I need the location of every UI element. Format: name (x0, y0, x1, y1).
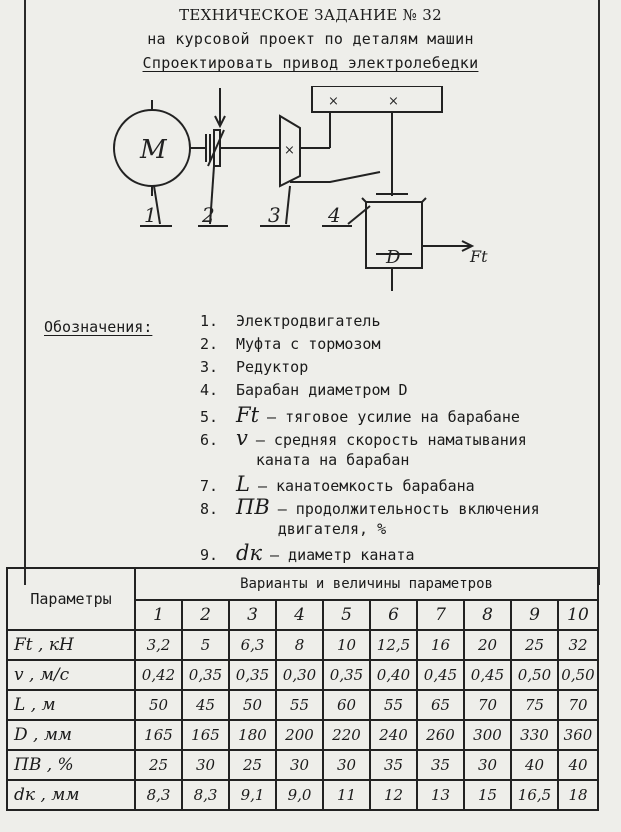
table-cell: 40 (511, 750, 558, 780)
table-cell: 8 (276, 630, 323, 660)
legend-item-number: 1. (200, 312, 219, 330)
legend-item (200, 357, 610, 380)
task-text: Спроектировать привод электролебедки (142, 54, 479, 72)
table-cell: 6,3 (229, 630, 276, 660)
legend-item (200, 380, 610, 403)
table-cell: 20 (464, 630, 511, 660)
table-cell: 5 (182, 630, 229, 660)
drum-diameter-label: D (386, 247, 401, 268)
table-cell: 11 (323, 780, 370, 810)
parameter-label: Ft , кН (7, 630, 135, 660)
table-cell: 260 (417, 720, 464, 750)
legend-item (200, 541, 610, 564)
left-margin-line (24, 0, 26, 585)
legend-item (200, 472, 610, 495)
table-cell: 60 (323, 690, 370, 720)
legend-item-text: Муфта с тормозом (236, 335, 381, 353)
parameters-header: Параметры (7, 568, 135, 630)
legend-item-symbol: ПВ (236, 495, 270, 519)
legend-item-symbol: v (236, 426, 248, 450)
table-cell: 50 (229, 690, 276, 720)
parameters-table (6, 567, 599, 811)
legend-item (200, 426, 610, 472)
table-cell: 9,0 (276, 780, 323, 810)
table-row (7, 660, 598, 690)
callout-1: 1 (144, 203, 157, 227)
table-cell: 165 (135, 720, 182, 750)
table-cell: 25 (135, 750, 182, 780)
parameter-label: dк , мм (7, 780, 135, 810)
table-cell: 25 (511, 630, 558, 660)
document-title: ТЕХНИЧЕСКОЕ ЗАДАНИЕ № 32 (179, 6, 442, 24)
table-cell: 50 (135, 690, 182, 720)
reducer-housing-line (290, 172, 380, 182)
table-cell: 0,35 (323, 660, 370, 690)
legend-title: Обозначения: (44, 318, 153, 336)
variant-number-10: 10 (558, 600, 598, 630)
table-cell: 16,5 (511, 780, 558, 810)
table-cell: 30 (276, 750, 323, 780)
table-cell: 70 (558, 690, 598, 720)
stage-cross-2: × (388, 94, 399, 109)
variant-number-6: 6 (370, 600, 417, 630)
parameter-label: ПВ , % (7, 750, 135, 780)
legend-item-text: – канатоемкость барабана (257, 477, 475, 495)
variant-number-7: 7 (417, 600, 464, 630)
table-cell: 30 (182, 750, 229, 780)
task-line (0, 54, 621, 72)
table-cell: 75 (511, 690, 558, 720)
table-cell: 180 (229, 720, 276, 750)
table-cell: 55 (276, 690, 323, 720)
legend-item-text: – средняя скорость наматывания каната на барабан (255, 431, 527, 469)
reducer-symbol (280, 86, 442, 196)
table-cell: 200 (276, 720, 323, 750)
bevel-cross: × (284, 143, 295, 158)
table-cell: 65 (417, 690, 464, 720)
legend-item-symbol: dк (236, 541, 262, 565)
table-cell: 8,3 (182, 780, 229, 810)
table-cell: 35 (370, 750, 417, 780)
table-cell: 0,35 (182, 660, 229, 690)
motor-symbol (114, 100, 202, 196)
table-cell: 45 (182, 690, 229, 720)
table-cell: 9,1 (229, 780, 276, 810)
table-cell: 30 (323, 750, 370, 780)
variant-number-1: 1 (135, 600, 182, 630)
legend-item (200, 403, 610, 426)
table-cell: 13 (417, 780, 464, 810)
variant-number-3: 3 (229, 600, 276, 630)
motor-letter: М (140, 135, 167, 165)
legend-item (200, 495, 610, 541)
legend-item-number: 8. (200, 500, 219, 518)
callout-4: 4 (328, 203, 341, 227)
table-cell: 0,30 (276, 660, 323, 690)
table-cell: 330 (511, 720, 558, 750)
table-row (7, 750, 598, 780)
legend-item-number: 7. (200, 477, 219, 495)
table-cell: 0,50 (511, 660, 558, 690)
drum-symbol (362, 194, 488, 291)
table-cell: 55 (370, 690, 417, 720)
legend-item-text: – продолжительность включения двигателя, % (277, 500, 540, 538)
table-cell: 16 (417, 630, 464, 660)
variant-number-9: 9 (511, 600, 558, 630)
winch-drive-kinematic-diagram (90, 86, 510, 301)
table-cell: 12,5 (370, 630, 417, 660)
variant-number-8: 8 (464, 600, 511, 630)
table-cell: 12 (370, 780, 417, 810)
parameter-label: D , мм (7, 720, 135, 750)
legend-item-number: 9. (200, 546, 219, 564)
table-cell: 240 (370, 720, 417, 750)
table-cell: 0,35 (229, 660, 276, 690)
legend-item-number: 6. (200, 431, 219, 449)
table-cell: 15 (464, 780, 511, 810)
table-cell: 10 (323, 630, 370, 660)
legend-item (200, 334, 610, 357)
variant-number-2: 2 (182, 600, 229, 630)
table-cell: 220 (323, 720, 370, 750)
table-cell: 3,2 (135, 630, 182, 660)
legend-list (200, 311, 610, 564)
parameter-label: v , м/с (7, 660, 135, 690)
callout-3: 3 (268, 203, 281, 227)
table-cell: 300 (464, 720, 511, 750)
table-cell: 0,45 (464, 660, 511, 690)
document-subtitle: на курсовой проект по деталям машин (147, 30, 474, 48)
table-cell: 0,40 (370, 660, 417, 690)
table-cell: 40 (558, 750, 598, 780)
legend-item-number: 3. (200, 358, 219, 376)
legend-item-text: – диаметр каната (269, 546, 415, 564)
table-cell: 32 (558, 630, 598, 660)
table-cell: 165 (182, 720, 229, 750)
force-label: Ft (470, 247, 488, 266)
legend-item-text: Редуктор (236, 358, 309, 376)
table-cell: 0,45 (417, 660, 464, 690)
legend-item-number: 2. (200, 335, 219, 353)
table-cell: 8,3 (135, 780, 182, 810)
coupling-left-half (206, 134, 210, 162)
table-cell: 30 (464, 750, 511, 780)
legend-item-number: 5. (200, 408, 219, 426)
callout-2: 2 (202, 203, 215, 227)
variants-header: Варианты и величины параметров (135, 568, 598, 600)
parameter-label: L , м (7, 690, 135, 720)
legend-item-text: Барабан диаметром D (236, 381, 408, 399)
table-row (7, 630, 598, 660)
legend-item-text: – тяговое усилие на барабане (267, 408, 520, 426)
variant-number-4: 4 (276, 600, 323, 630)
legend-item-number: 4. (200, 381, 219, 399)
legend-item-symbol: L (236, 472, 250, 496)
table-cell: 0,50 (558, 660, 598, 690)
table-cell: 0,42 (135, 660, 182, 690)
stage-cross-1: × (328, 94, 339, 109)
legend-item-text: Электродвигатель (236, 312, 381, 330)
legend-item (200, 311, 610, 334)
coupling-brake-symbol (202, 88, 280, 166)
table-cell: 360 (558, 720, 598, 750)
table-cell: 25 (229, 750, 276, 780)
table-cell: 35 (417, 750, 464, 780)
callouts (140, 166, 370, 227)
table-cell: 18 (558, 780, 598, 810)
table-row (7, 690, 598, 720)
table-row (7, 720, 598, 750)
legend-item-symbol: Ft (236, 403, 260, 427)
table-row (7, 780, 598, 810)
variant-number-5: 5 (323, 600, 370, 630)
table-cell: 70 (464, 690, 511, 720)
